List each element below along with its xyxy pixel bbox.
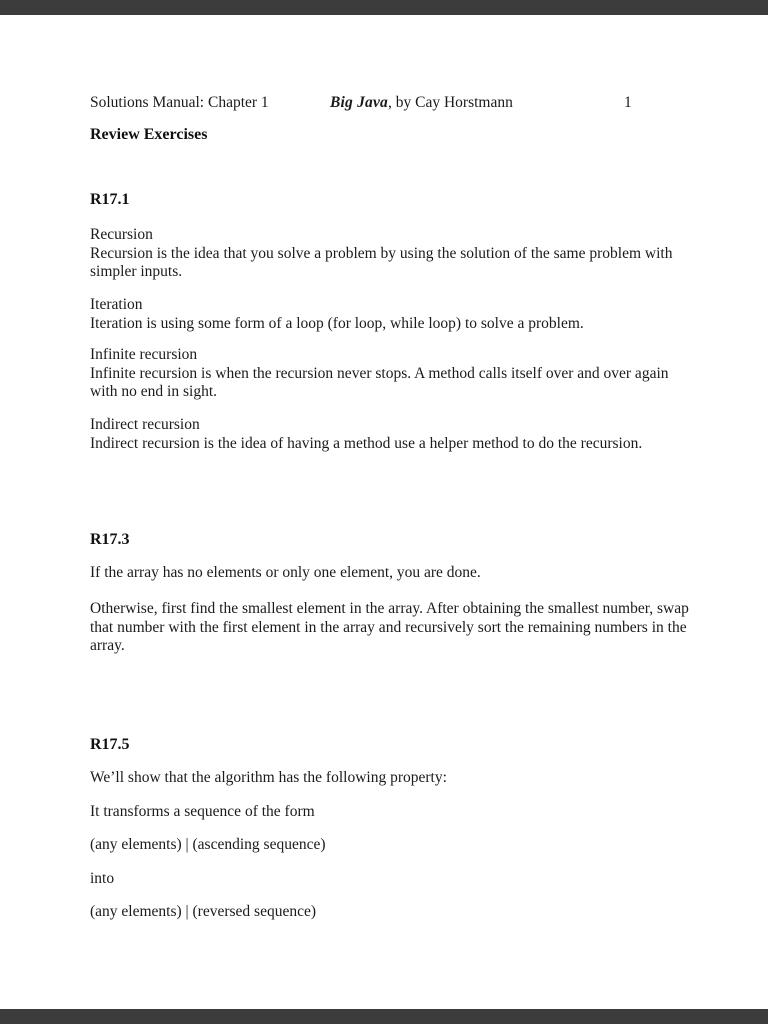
exercise-heading-r17-3: R17.3 xyxy=(90,531,130,548)
paragraph-line: array. xyxy=(90,637,125,655)
paragraph-it-transforms xyxy=(90,803,315,822)
paragraph-line: Iteration is using some form of a loop (for loop, while loop) to solve a problem. xyxy=(90,314,584,332)
header-book-text xyxy=(330,94,513,113)
paragraph-line: Otherwise, first find the smallest element in the array. After obtaining the smallest number, swap xyxy=(90,600,689,617)
paragraph-line: Infinite recursion xyxy=(90,346,198,363)
paragraph-ascending-sequence xyxy=(90,836,326,855)
header-left-text: Solutions Manual: Chapter 1 xyxy=(90,94,269,111)
paragraph-line: (any elements) | (reversed sequence) xyxy=(90,903,317,920)
paragraph-recursion xyxy=(90,226,672,282)
paragraph-line: that number with the first element in the array and recursively sort the remaining numbers in the xyxy=(90,618,687,636)
book-title: Big Java xyxy=(330,94,388,111)
exercise-heading-r17-1: R17.1 xyxy=(90,191,130,208)
paragraph-array-done xyxy=(90,564,481,583)
paragraph-infinite-recursion xyxy=(90,346,669,402)
paragraph-line: Indirect recursion xyxy=(90,416,200,433)
paragraph-line: simpler inputs. xyxy=(90,263,183,281)
paragraph-line: Infinite recursion is when the recursion never stops. A method calls itself over and over again xyxy=(90,364,669,382)
paragraph-line: Recursion is the idea that you solve a problem by using the solution of the same problem with xyxy=(90,244,673,262)
document-page xyxy=(0,15,768,1009)
paragraph-line: into xyxy=(90,870,115,887)
paragraph-reversed-sequence xyxy=(90,903,316,922)
paragraph-line: Recursion xyxy=(90,226,153,243)
paragraph-otherwise xyxy=(90,600,689,656)
paragraph-into xyxy=(90,870,114,889)
paragraph-indirect-recursion xyxy=(90,416,642,453)
paragraph-iteration xyxy=(90,296,584,333)
book-title-suffix: , by Cay Horstmann xyxy=(388,94,513,111)
exercise-heading-r17-5: R17.5 xyxy=(90,736,130,753)
paragraph-line: It transforms a sequence of the form xyxy=(90,803,315,820)
section-title: Review Exercises xyxy=(90,126,208,143)
paragraph-line: We’ll show that the algorithm has the following property: xyxy=(90,769,447,786)
viewer-top-bar xyxy=(0,0,768,15)
paragraph-line: Iteration xyxy=(90,296,143,313)
paragraph-line: with no end in sight. xyxy=(90,383,218,401)
paragraph-line: (any elements) | (ascending sequence) xyxy=(90,836,326,853)
page-number: 1 xyxy=(624,94,632,111)
paragraph-line: Indirect recursion is the idea of having a method use a helper method to do the recursion. xyxy=(90,434,643,452)
paragraph-line: If the array has no elements or only one element, you are done. xyxy=(90,564,481,581)
viewer-bottom-bar xyxy=(0,1009,768,1024)
paragraph-well-show xyxy=(90,769,447,788)
